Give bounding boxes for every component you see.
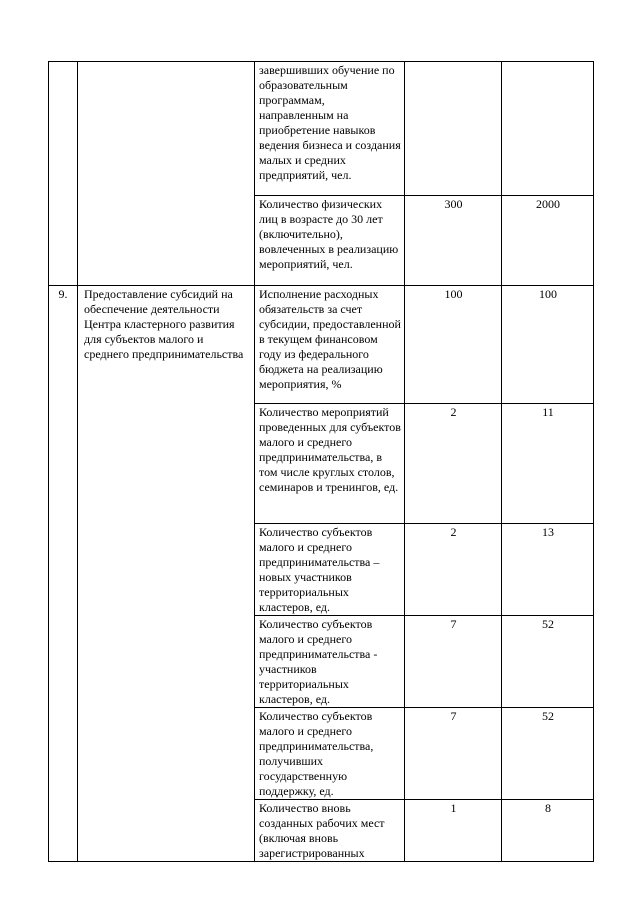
indicator-cell: Количество субъектов малого и среднего предпринимательства, получивших государственную поддержку, ед. (255, 708, 405, 800)
row-number-cell (49, 62, 78, 286)
indicator-cell: завершивших обучение по образовательным программам, направленным на приобретение навыков ведения бизнеса и создания малых и средних предприятий, чел. (255, 62, 405, 196)
value-cell: 52 (502, 616, 594, 708)
value-cell (405, 62, 502, 196)
value-cell (502, 62, 594, 196)
value-cell: 100 (502, 286, 594, 404)
value-cell: 7 (405, 708, 502, 800)
indicator-cell: Количество вновь созданных рабочих мест (включая вновь зарегистрированных (255, 800, 405, 862)
indicators-table (48, 61, 594, 862)
value-cell: 2 (405, 524, 502, 616)
value-cell: 100 (405, 286, 502, 404)
activity-name-cell (78, 62, 255, 286)
value-cell: 13 (502, 524, 594, 616)
value-cell: 2000 (502, 196, 594, 286)
indicator-cell: Количество мероприятий проведенных для субъектов малого и среднего предпринимательства, в том числе круглых столов, семинаров и тренингов, ед. (255, 404, 405, 524)
row-number-cell: 9. (49, 286, 78, 862)
value-cell: 8 (502, 800, 594, 862)
value-cell: 300 (405, 196, 502, 286)
table-row (49, 62, 594, 196)
indicator-cell: Количество субъектов малого и среднего предпринимательства – новых участников территориальных кластеров, ед. (255, 524, 405, 616)
table-row (49, 286, 594, 404)
value-cell: 52 (502, 708, 594, 800)
indicator-cell: Исполнение расходных обязательств за счет субсидии, предоставленной в текущем финансовом году из федерального бюджета на реализацию мероприятия, % (255, 286, 405, 404)
indicator-cell: Количество субъектов малого и среднего предпринимательства - участников территориальных кластеров, ед. (255, 616, 405, 708)
value-cell: 7 (405, 616, 502, 708)
value-cell: 11 (502, 404, 594, 524)
value-cell: 2 (405, 404, 502, 524)
value-cell: 1 (405, 800, 502, 862)
activity-name-cell: Предоставление субсидий на обеспечение деятельности Центра кластерного развития для субъектов малого и среднего предпринимательства (78, 286, 255, 862)
indicator-cell: Количество физических лиц в возрасте до 30 лет (включительно), вовлеченных в реализацию мероприятий, чел. (255, 196, 405, 286)
